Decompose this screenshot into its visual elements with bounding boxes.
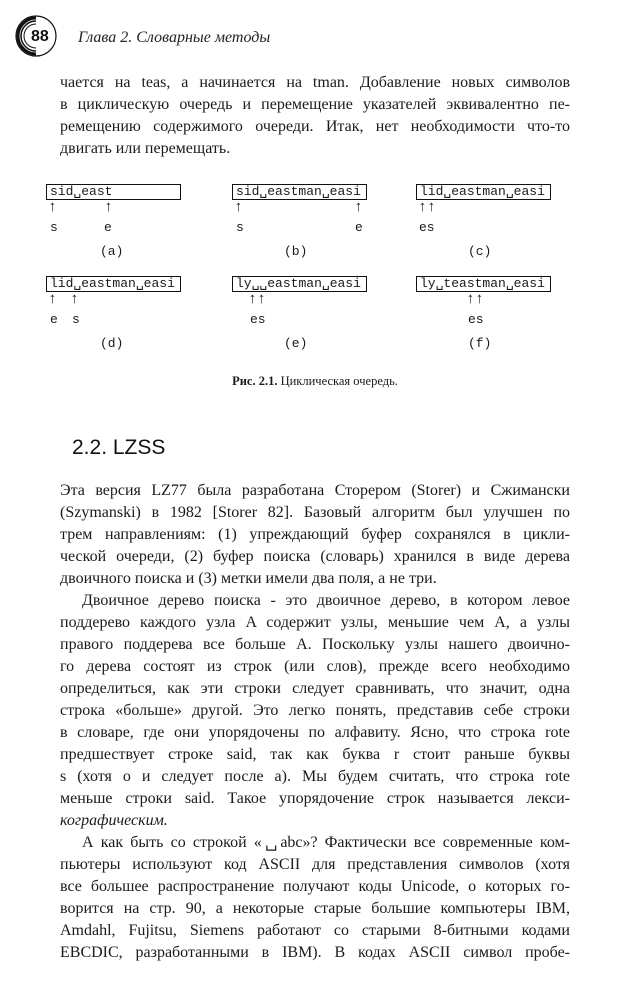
text-line: строка «больше» другой. Это легко понять, представив себе строки — [60, 702, 570, 719]
text-line: (Szymanski) в 1982 [Storer 82]. Базовый алгоритм был улучшен по — [60, 504, 570, 521]
pointer-label: s — [236, 220, 244, 235]
pointer-arrow-icon: ↑ — [70, 291, 80, 308]
text-line: го дерева состоят из строк (или слов), прежде всего необходимо — [60, 658, 570, 675]
text-line: чается на teas, а начинается на tman. Добавление новых символов — [60, 74, 570, 91]
pointer-arrow-icon: ↑↑ — [248, 291, 267, 308]
body-paragraph-3 — [60, 832, 570, 964]
text-line: А как быть со строкой «␣abc»? Фактически все современные ком- — [82, 834, 570, 851]
panel-label: (c) — [468, 244, 492, 259]
figure-caption — [0, 374, 630, 389]
text-line: в циклическую очередь и перемещение указателей эквивалентно пе- — [60, 96, 570, 113]
pointer-arrow-icon: ↑ — [234, 199, 244, 216]
page-number: 88 — [31, 28, 49, 45]
body-paragraph-2 — [60, 590, 570, 832]
pointer-arrow-icon: ↑ — [104, 199, 114, 216]
figure-cyclic-queue — [0, 0, 630, 400]
pointer-arrow-icon: ↑ — [354, 199, 364, 216]
pointer-label: s — [50, 220, 58, 235]
pointer-label: es — [419, 220, 435, 235]
text-line: трем направлениям: (1) упреждающий буфер сохранялся в цикли- — [60, 526, 570, 543]
text-line: определиться, как эти строки следует сравнивать, что значит, одна — [60, 680, 570, 697]
queue-buffer-f: ly␣teastman␣easi — [416, 276, 551, 292]
section-title: 2.2. LZSS — [72, 436, 166, 459]
pointer-label: e — [104, 220, 112, 235]
text-line: EBCDIC, разработанными в IBM). В кодах ASCII символ пробе- — [60, 944, 570, 961]
pointer-arrow-icon: ↑ — [48, 199, 58, 216]
text-line: ремещению содержимого очереди. Итак, нет необходимости что-то — [60, 118, 570, 135]
text-line: двоичного поиска и (3) метки имели два поля, а не три. — [60, 570, 437, 587]
figure-caption-number: Рис. 2.1. — [232, 374, 278, 388]
figure-caption-text: Циклическая очередь. — [277, 374, 398, 388]
pointer-label: s — [72, 312, 80, 327]
text-line: Эта версия LZ77 была разработана Сторером (Storer) и Сжимански — [60, 482, 570, 499]
pointer-label: e — [50, 312, 58, 327]
text-line: Двоичное дерево поиска - это двоичное дерево, в котором левое — [82, 592, 570, 609]
pointer-arrow-icon: ↑ — [48, 291, 58, 308]
text-line: правого поддерева все больше A. Поскольку узлы нашего двоично- — [60, 636, 570, 653]
running-head: Глава 2. Словарные методы — [78, 29, 271, 46]
queue-buffer-a: sid␣east — [46, 184, 181, 200]
pointer-label: es — [468, 312, 484, 327]
pointer-arrow-icon: ↑↑ — [466, 291, 485, 308]
text-line: Amdahl, Fujitsu, Siemens работают со старыми 8-битными кодами — [60, 922, 570, 939]
panel-label: (d) — [100, 336, 124, 351]
text-line: пьютеры используют код ASCII для представления символов (хотя — [60, 856, 570, 873]
panel-label: (e) — [284, 336, 308, 351]
text-line: ворится на стр. 90, а некоторые старые большие компьютеры IBM, — [60, 900, 570, 917]
text-line: поддерево каждого узла A содержит узлы, меньшие чем A, а узлы — [60, 614, 570, 631]
pointer-arrow-icon: ↑↑ — [418, 199, 437, 216]
pointer-label: e — [355, 220, 363, 235]
text-line: все большее распространение получают коды Unicode, о которых го- — [60, 878, 570, 895]
panel-label: (f) — [468, 336, 492, 351]
text-line: меньше строки said. Такое упорядочение строк называется лекси- — [60, 790, 570, 807]
queue-buffer-e: ly␣␣eastman␣easi — [232, 276, 367, 292]
queue-buffer-c: lid␣eastman␣easi — [416, 184, 551, 200]
text-line: кографическим. — [60, 812, 168, 829]
panel-label: (b) — [284, 244, 308, 259]
text-line: предшествует строке said, так как буква r стоит раньше буквы — [60, 746, 570, 763]
queue-buffer-b: sid␣eastman␣easi — [232, 184, 367, 200]
body-paragraph-1 — [60, 480, 570, 590]
queue-buffer-d: lid␣eastman␣easi — [46, 276, 181, 292]
text-line: s (хотя o и следует после a). Мы будем считать, что строка rote — [60, 768, 570, 785]
pointer-label: es — [250, 312, 266, 327]
text-line: в словаре, где они упорядочены по алфавиту. Ясно, что строка rote — [60, 724, 570, 741]
text-line: двигать или перемещать. — [60, 140, 231, 157]
panel-label: (a) — [100, 244, 124, 259]
text-line: ческой очереди, (2) буфер поиска (словарь) хранился в виде дерева — [60, 548, 570, 565]
